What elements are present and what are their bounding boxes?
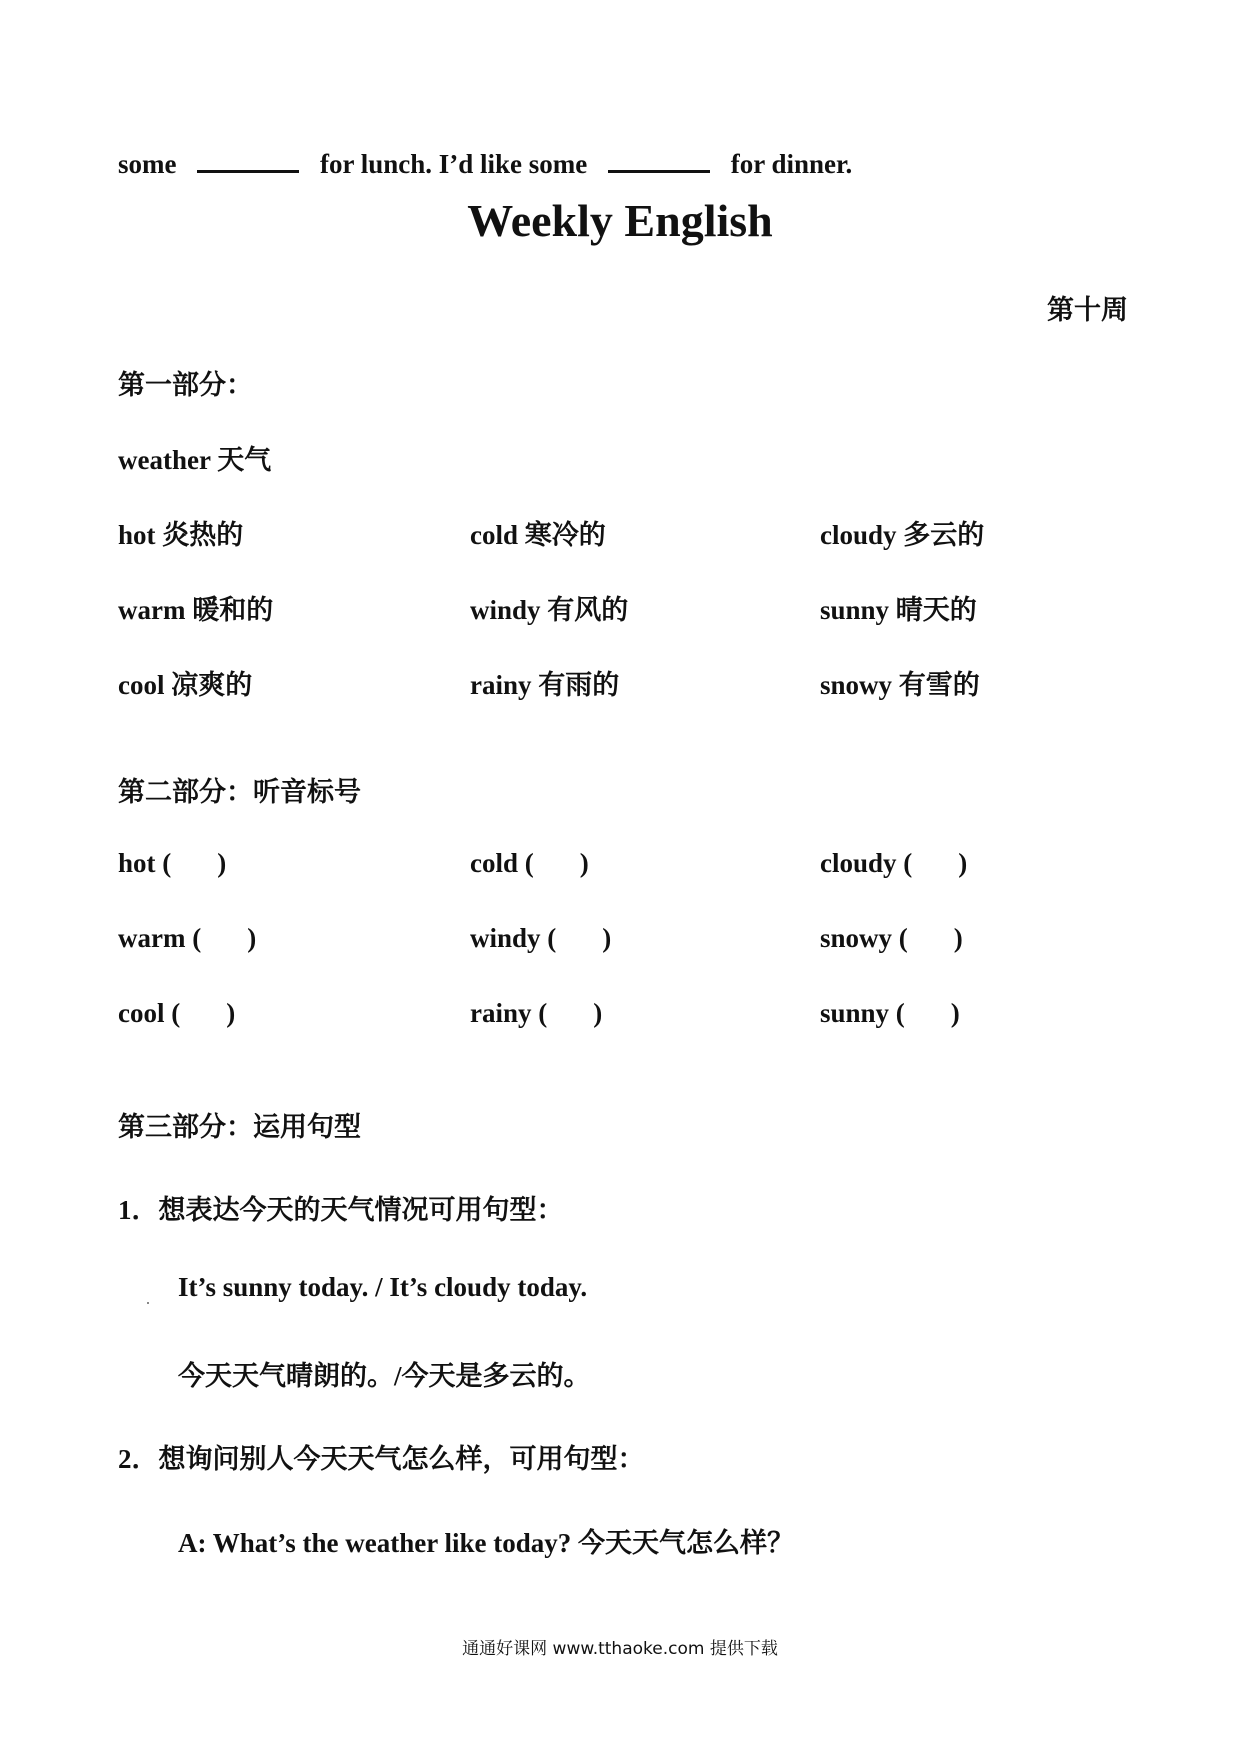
close-paren: ) bbox=[593, 998, 603, 1028]
close-paren: ) bbox=[217, 848, 227, 878]
page-title: Weekly English bbox=[467, 195, 773, 246]
pattern-item-1: 1．想表达今天的天气情况可用句型： bbox=[118, 1195, 564, 1225]
top-sentence-part2: for lunch. I’d like some bbox=[319, 149, 588, 179]
listening-item[interactable] bbox=[118, 923, 256, 954]
listening-word: warm ( bbox=[118, 923, 202, 953]
listening-word: cool ( bbox=[118, 998, 181, 1028]
listening-word: snowy ( bbox=[820, 923, 908, 953]
listening-word: hot ( bbox=[118, 848, 172, 878]
vocab-item: snowy 有雪的 bbox=[820, 670, 980, 700]
week-label: 第十周 bbox=[1047, 295, 1128, 325]
answer-blank-lunch[interactable] bbox=[197, 148, 299, 173]
listening-word: rainy ( bbox=[470, 998, 548, 1028]
listening-word: windy ( bbox=[470, 923, 557, 953]
pattern-1-english: It’s sunny today. / It’s cloudy today. bbox=[178, 1272, 588, 1302]
section1-heading: 第一部分： bbox=[118, 370, 253, 400]
vocab-item: cloudy 多云的 bbox=[820, 520, 985, 550]
vocab-item: warm 暖和的 bbox=[118, 595, 274, 625]
listening-item[interactable] bbox=[118, 998, 235, 1029]
vocab-item: cold 寒冷的 bbox=[470, 520, 606, 550]
listening-item[interactable] bbox=[470, 848, 589, 879]
listening-item[interactable] bbox=[470, 923, 611, 954]
close-paren: ) bbox=[958, 848, 968, 878]
vocab-item: hot 炎热的 bbox=[118, 520, 244, 550]
top-sentence-part3: for dinner. bbox=[730, 149, 853, 179]
close-paren: ) bbox=[953, 923, 963, 953]
footer-note: 通通好课网 www.tthaoke.com 提供下载 bbox=[462, 1639, 778, 1659]
top-sentence bbox=[118, 148, 852, 180]
section3-heading: 第三部分：运用句型 bbox=[118, 1112, 361, 1142]
listening-item[interactable] bbox=[820, 998, 960, 1029]
vocab-item: windy 有风的 bbox=[470, 595, 629, 625]
section1-intro: weather 天气 bbox=[118, 445, 272, 475]
vocab-item: sunny 晴天的 bbox=[820, 595, 977, 625]
listening-item[interactable] bbox=[118, 848, 226, 879]
answer-blank-dinner[interactable] bbox=[608, 148, 710, 173]
stray-mark bbox=[147, 1302, 149, 1304]
listening-item[interactable] bbox=[820, 923, 963, 954]
close-paren: ) bbox=[602, 923, 612, 953]
pattern-1-chinese: 今天天气晴朗的。/今天是多云的。 bbox=[178, 1361, 591, 1391]
section2-heading: 第二部分：听音标号 bbox=[118, 777, 361, 807]
pattern-item-2: 2．想询问别人今天天气怎么样，可用句型： bbox=[118, 1444, 645, 1474]
pattern-2-question: A: What’s the weather like today? 今天天气怎么样？ bbox=[178, 1528, 794, 1558]
top-sentence-part1: some bbox=[118, 149, 177, 179]
vocab-item: rainy 有雨的 bbox=[470, 670, 620, 700]
listening-word: cold ( bbox=[470, 848, 534, 878]
listening-item[interactable] bbox=[820, 848, 967, 879]
listening-word: sunny ( bbox=[820, 998, 905, 1028]
close-paren: ) bbox=[950, 998, 960, 1028]
close-paren: ) bbox=[247, 923, 257, 953]
vocab-item: cool 凉爽的 bbox=[118, 670, 253, 700]
listening-item[interactable] bbox=[470, 998, 602, 1029]
close-paren: ) bbox=[579, 848, 589, 878]
listening-word: cloudy ( bbox=[820, 848, 913, 878]
close-paren: ) bbox=[226, 998, 236, 1028]
